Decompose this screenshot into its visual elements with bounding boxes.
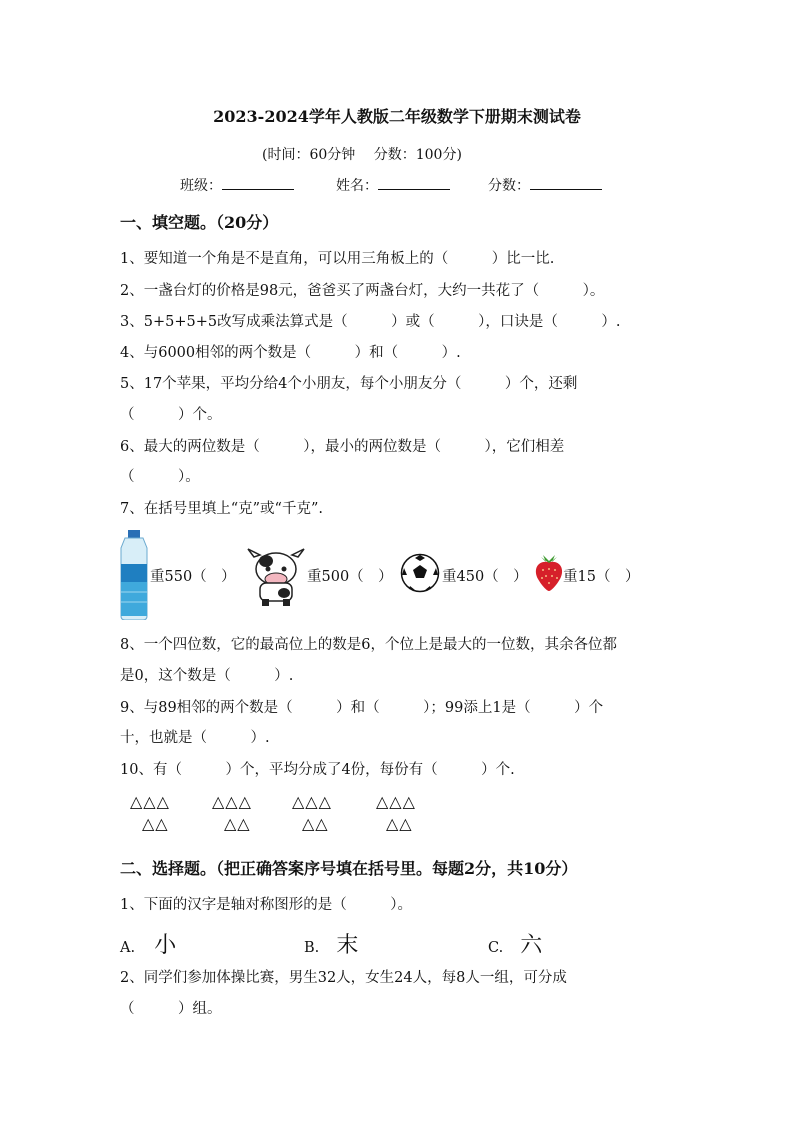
exam-meta: (时间：60分钟 分数：100分) bbox=[262, 147, 462, 163]
option-a[interactable] bbox=[120, 928, 176, 959]
score-blank[interactable] bbox=[530, 175, 602, 190]
question-1-3: 3、5+5+5+5改写成乘法算式是（ ）或（ ），口诀是（ ）. bbox=[120, 314, 621, 330]
score-field bbox=[488, 175, 602, 195]
option-b-char: 末 bbox=[336, 933, 359, 958]
class-blank[interactable] bbox=[222, 175, 294, 190]
section2-heading: 二、选择题。（把正确答案序号填在括号里。每题2分，共10分） bbox=[120, 859, 578, 878]
name-blank[interactable] bbox=[378, 175, 450, 190]
option-b-label: B. bbox=[304, 940, 320, 956]
page-title: 2023-2024学年人教版二年级数学下册期末测试卷 bbox=[213, 107, 581, 126]
score-label: 分数： bbox=[488, 178, 530, 194]
triangle-group-3-bottom: △△ bbox=[302, 814, 329, 833]
class-label: 班级： bbox=[180, 178, 222, 194]
option-c-char: 六 bbox=[520, 933, 543, 958]
soccer-ball-icon bbox=[400, 553, 440, 593]
triangle-group-2-top: △△△ bbox=[212, 792, 252, 811]
item-weight-ball: 重450（ ） bbox=[442, 569, 528, 585]
item-weight-cow: 重500（ ） bbox=[307, 569, 393, 585]
item-weight-strawberry: 重15（ ） bbox=[563, 569, 640, 585]
question-1-4: 4、与6000相邻的两个数是（ ）和（ ）. bbox=[120, 345, 461, 361]
question-1-1: 1、要知道一个角是不是直角，可以用三角板上的（ ）比一比. bbox=[120, 251, 555, 267]
cow-icon bbox=[244, 543, 308, 607]
question-1-6: 6、最大的两位数是（ ），最小的两位数是（ ），它们相差 bbox=[120, 439, 565, 455]
question-1-5: 5、17个苹果，平均分给4个小朋友，每个小朋友分（ ）个，还剩 bbox=[120, 376, 578, 392]
name-label: 姓名： bbox=[336, 178, 378, 194]
item-weight-bottle: 重550（ ） bbox=[150, 569, 236, 585]
question-2-2-cont: （ ）组。 bbox=[120, 1001, 222, 1017]
strawberry-icon bbox=[532, 554, 566, 592]
question-2-1: 1、下面的汉字是轴对称图形的是（ ）。 bbox=[120, 897, 412, 913]
question-1-8: 8、一个四位数，它的最高位上的数是6，个位上是最大的一位数，其余各位都 bbox=[120, 637, 617, 653]
triangle-group-4-top: △△△ bbox=[376, 792, 416, 811]
option-c-label: C. bbox=[488, 940, 504, 956]
question-1-10: 10、有（ ）个，平均分成了4份，每份有（ ）个. bbox=[120, 762, 515, 778]
question-1-9: 9、与89相邻的两个数是（ ）和（ ）；99添上1是（ ）个 bbox=[120, 700, 604, 716]
name-field bbox=[336, 175, 450, 195]
question-1-9-cont: 十，也就是（ ）. bbox=[120, 730, 270, 746]
option-b[interactable] bbox=[304, 928, 358, 959]
question-1-5-cont: （ ）个。 bbox=[120, 407, 222, 423]
question-1-2: 2、一盏台灯的价格是98元，爸爸买了两盏台灯，大约一共花了（ ）。 bbox=[120, 283, 605, 299]
question-2-2: 2、同学们参加体操比赛，男生32人，女生24人，每8人一组，可分成 bbox=[120, 970, 567, 986]
section1-heading: 一、填空题。（20分） bbox=[120, 213, 279, 232]
triangle-group-3-top: △△△ bbox=[292, 792, 332, 811]
triangle-group-1-bottom: △△ bbox=[142, 814, 169, 833]
option-a-label: A. bbox=[120, 940, 136, 956]
triangle-group-1-top: △△△ bbox=[130, 792, 170, 811]
question-1-6-cont: （ ）。 bbox=[120, 469, 200, 485]
question-1-8-cont: 是0，这个数是（ ）. bbox=[120, 668, 294, 684]
class-field bbox=[180, 175, 294, 195]
question-1-7: 7、在括号里填上“克”或“千克”. bbox=[120, 501, 323, 517]
triangle-group-2-bottom: △△ bbox=[224, 814, 251, 833]
water-bottle-icon bbox=[117, 530, 151, 620]
option-c[interactable] bbox=[488, 928, 542, 959]
option-a-char: 小 bbox=[154, 933, 177, 958]
triangle-group-4-bottom: △△ bbox=[386, 814, 413, 833]
